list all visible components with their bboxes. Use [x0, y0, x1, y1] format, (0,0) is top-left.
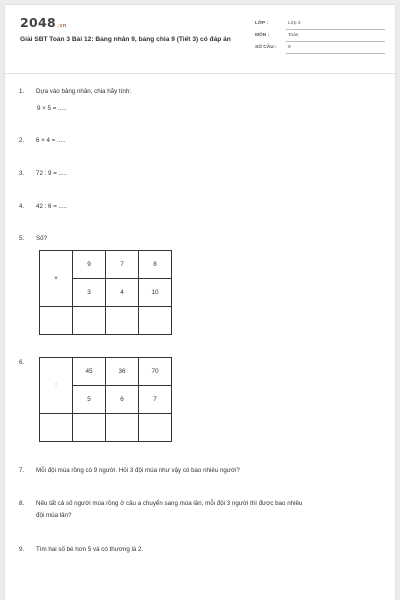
header-divider: [5, 73, 395, 74]
question-number: 1.: [19, 88, 25, 95]
answer-cell[interactable]: [139, 414, 172, 442]
division-table: [39, 357, 172, 442]
question-number: 9.: [19, 546, 25, 553]
question-number: 7.: [19, 467, 25, 474]
table-cell: 45: [73, 358, 106, 386]
table-cell: 10: [139, 279, 172, 307]
meta-label: LỚP :: [255, 21, 269, 26]
question-number: 3.: [19, 170, 25, 177]
table-cell: 4: [106, 279, 139, 307]
meta-value: Lớp 3: [288, 21, 301, 26]
operator-cell: ×: [40, 251, 73, 307]
question-number: 6.: [19, 359, 25, 366]
question-text: 42 : 6 = .....: [36, 203, 68, 210]
worksheet-page: [5, 5, 395, 600]
question-1-expression: 9 × 5 = .....: [37, 105, 67, 112]
question-8-continued: đội múa lân?: [36, 512, 72, 519]
answer-cell[interactable]: [106, 307, 139, 335]
table-cell: 36: [106, 358, 139, 386]
meta-label: SỐ CÂU :: [255, 45, 277, 50]
meta-label: MÔN :: [255, 33, 270, 38]
meta-value: Toán: [288, 33, 299, 38]
question-text: Nếu tất cả số người múa rồng ở câu a chuyển sang múa lân, mỗi đội 3 người thì được bao nhiêu: [36, 500, 303, 507]
operator-cell: :: [40, 358, 73, 414]
table-cell: 7: [106, 251, 139, 279]
meta-row-class: [255, 20, 385, 30]
multiplication-table: [39, 250, 172, 335]
answer-cell[interactable]: [106, 414, 139, 442]
table-cell: 8: [139, 251, 172, 279]
question-text: 72 : 9 = .....: [36, 170, 68, 177]
question-text: Tìm hai số bé hơn 5 và có thương là 2.: [36, 546, 144, 553]
logo-domain: .vn: [57, 23, 67, 29]
question-number: 2.: [19, 137, 25, 144]
answer-cell[interactable]: [73, 307, 106, 335]
meta-value: 9: [288, 45, 291, 50]
question-number: 8.: [19, 500, 25, 507]
answer-cell[interactable]: [40, 414, 73, 442]
table-cell: 3: [73, 279, 106, 307]
table-cell: 7: [139, 386, 172, 414]
meta-row-subject: [255, 32, 385, 42]
meta-underline: [286, 53, 385, 54]
meta-underline: [286, 29, 385, 30]
worksheet-meta: [255, 20, 385, 56]
answer-cell[interactable]: [40, 307, 73, 335]
question-text: Số?: [36, 235, 48, 242]
site-logo[interactable]: [20, 15, 67, 30]
question-text: Mỗi đội múa rồng có 9 người. Hỏi 3 đội múa như vậy có bao nhiêu người?: [36, 467, 240, 474]
question-number: 4.: [19, 203, 25, 210]
table-cell: 5: [73, 386, 106, 414]
table-cell: 9: [73, 251, 106, 279]
question-text: Dựa vào bảng nhân, chia hãy tính:: [36, 88, 131, 95]
worksheet-title: Giải SBT Toán 3 Bài 12: Bảng nhân 9, bảng chia 9 (Tiết 3) có đáp án: [20, 36, 231, 43]
meta-underline: [286, 41, 385, 42]
table-cell: 70: [139, 358, 172, 386]
logo-text: 2048: [20, 15, 56, 30]
answer-cell[interactable]: [139, 307, 172, 335]
worksheet-header: [5, 5, 395, 65]
question-text: 6 × 4 = .....: [36, 137, 66, 144]
meta-row-count: [255, 44, 385, 54]
question-number: 5.: [19, 235, 25, 242]
answer-cell[interactable]: [73, 414, 106, 442]
table-cell: 6: [106, 386, 139, 414]
